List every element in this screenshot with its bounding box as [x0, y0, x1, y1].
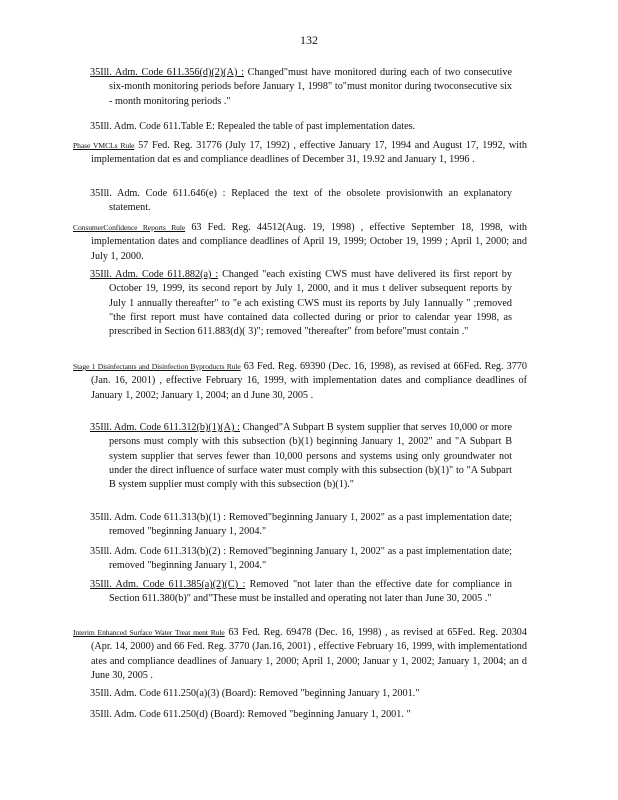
code-reference: 35Ill. Adm. Code 611.313(b)(2) :: [90, 546, 227, 557]
amendment-text: Changed"A Subpart B system supplier that serves 10,000 or more persons must comply with this subsection (b)(1) beginning January 1, 2002" and "A Subpart B system supplier that serves fewer than 10,000 persons and systems using only groundwater not under the direct influence of surface water must comply with this subsection (b)(1)" to "A Subpart B system supplier must comply with this subsection (b)(1).": [109, 422, 512, 491]
amendment-entry: [90, 268, 512, 339]
amendment-text: Changed"must have monitored during each of two consecutive six-month monitoring periods before January 1, 1998" to"must monitor during twoconsecutive six - month monitoring periods .": [109, 67, 512, 107]
rule-entry: [73, 360, 527, 403]
amendment-entry: [90, 708, 512, 722]
rule-heading: Phase VMCLs Rule: [73, 141, 135, 150]
amendment-entry: [90, 66, 512, 109]
code-reference: 35Ill. Adm. Code 611.356(d)(2)(A) :: [90, 67, 244, 78]
amendment-entry: [90, 120, 512, 134]
code-reference: 35Ill. Adm. Code 611.385(a)(2)(C) :: [90, 579, 246, 590]
amendment-entry: [90, 187, 512, 216]
code-reference: 35Ill. Adm. Code 611.250(d): [90, 709, 208, 720]
rule-entry: [73, 221, 527, 264]
code-reference: 35Ill. Adm. Code 611.313(b)(1) :: [90, 512, 227, 523]
amendment-text: Removed "not later than the effective date for compliance in Section 611.380(b)" and"These must be installed and operating not later than June 30, 2005 .": [109, 579, 512, 605]
rule-text: 57 Fed. Reg. 31776 (July 17, 1992) , effective January 17, 1994 and August 17, 1992, with implementation dat es and compliance deadlines of December 31, 19.92 and January 1, 1996 .: [91, 140, 527, 166]
amendment-text: Replaced the text of the obsolete provisionwith an explanatory statement.: [109, 188, 512, 214]
rule-entry: [73, 626, 527, 683]
amendment-text: Removed"beginning January 1, 2002" as a past implementation date; removed "beginning January 1, 2004.": [109, 512, 512, 538]
code-reference: 35Ill. Adm. Code 611.312(b)(1)(A) :: [90, 422, 240, 433]
rule-heading: Interim Enhanced Surface Water Treat ment Rule: [73, 628, 225, 637]
rule-entry: [73, 139, 527, 168]
amendment-entry: [90, 687, 512, 701]
amendment-text: Changed "each existing CWS must have delivered its first report by October 19, 1999, its second report by July 1, 2000, and it mus t deliver subsequent reports by July 1 annually thereafter" to "e ach existing CWS must its reports by July 1annually " ;removed "the first report must have contained data collected during or prior to calendar year 1998, as prescribed in Section 611.883(d)( 3)"; removed "thereafter" from before"must contain .": [109, 269, 512, 338]
page-number: 132: [300, 33, 318, 47]
rule-text: 63 Fed. Reg. 69478 (Dec. 16, 1998) , as revised at 65Fed. Reg. 20304 (Apr. 14, 2000) and 66 Fed. Reg. 3770 (Jan.16, 2001) , effective February 16, 1999, with implementationd ates and compliance deadlines of January 1, 2000; April 1, 2000; Januar y 1, 2002; January 1, 2004; an d June 30, 2005 .: [91, 627, 527, 681]
amendment-entry: [90, 421, 512, 492]
amendment-text: Repealed the table of past implementation dates.: [214, 121, 416, 132]
rule-heading: Stage 1 Disinfectants and Disinfection Byproducts Rule: [73, 362, 241, 371]
amendment-text: (Board): Removed "beginning January 1, 2001. ": [207, 709, 411, 720]
rule-heading: ConsumerConfidence Reports Rule: [73, 223, 186, 232]
rule-text: 63 Fed. Reg. 44512(Aug. 19, 1998) , effective September 18, 1998, with implementation dates and compliance deadlines of April 19, 1999; October 19, 1999 ; April 1, 2000; and July 1, 2000.: [91, 222, 527, 262]
code-reference: 35Ill. Adm. Code 611.646(e) :: [90, 188, 226, 199]
amendment-text: (Board): Removed "beginning January 1, 2001.": [219, 688, 420, 699]
amendment-text: Removed"beginning January 1, 2002" as a past implementation date; removed "beginning January 1, 2004.": [109, 546, 512, 572]
amendment-entry: [90, 511, 512, 540]
amendment-entry: [90, 578, 512, 607]
code-reference: 35Ill. Adm. Code 611.882(a) :: [90, 269, 219, 280]
amendment-entry: [90, 545, 512, 574]
rule-text: 63 Fed. Reg. 69390 (Dec. 16, 1998), as revised at 66Fed. Reg. 3770 (Jan. 16, 2001) , effective February 16, 1999, with implementation dates and compliance deadlines of January 1, 2002; January 1, 2004; an d June 30, 2005 .: [91, 361, 527, 401]
code-reference: 35Ill. Adm. Code 611.Table E:: [90, 121, 215, 132]
code-reference: 35Ill. Adm. Code 611.250(a)(3): [90, 688, 220, 699]
